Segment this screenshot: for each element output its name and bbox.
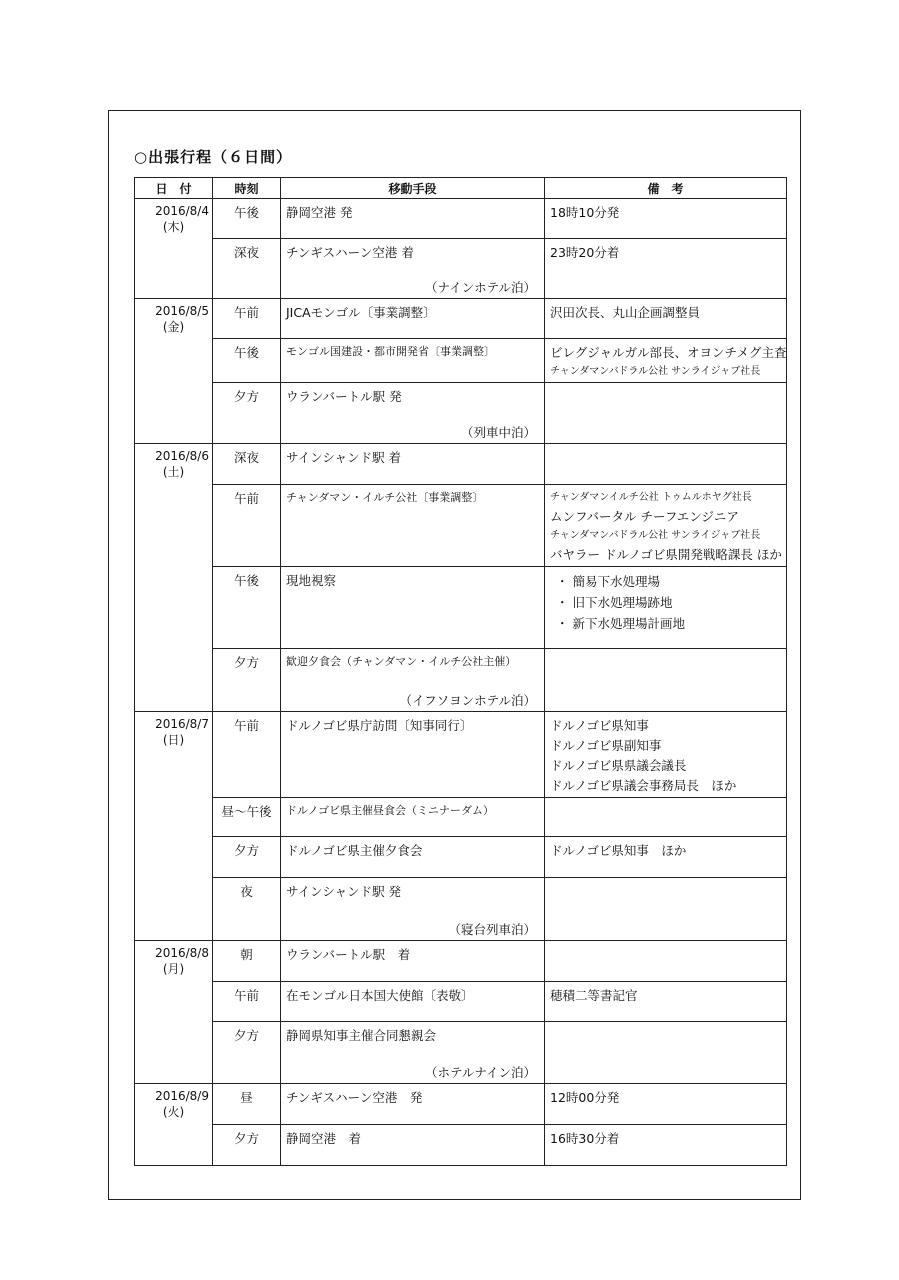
note-line: 16時30分着	[550, 1131, 620, 1147]
note-line: 穂積二等書記官	[550, 987, 638, 1003]
move-text: サインシャンド駅 着	[286, 450, 402, 466]
note-cell	[545, 199, 787, 239]
time-cell: 夕方	[213, 648, 281, 711]
lodging-text: （列車中泊）	[460, 425, 536, 441]
date-cell	[135, 444, 213, 712]
note-cell	[545, 711, 787, 798]
note-line: チャンダマンイルチ公社 トゥムルホヤグ社長	[550, 491, 752, 503]
note-line: チャンダマンバドラル公社 サンライジャブ社長	[550, 529, 761, 541]
note-cell	[545, 648, 787, 711]
weekday-value: (土)	[162, 465, 185, 480]
date-cell	[135, 199, 213, 299]
date-cell	[135, 298, 213, 444]
note-line: ムンフバータル チーフエンジニア	[550, 508, 739, 524]
time-cell: 昼	[213, 1084, 281, 1125]
note-line: 23時20分着	[550, 244, 620, 260]
note-cell	[545, 444, 787, 485]
time-cell: 午後	[213, 199, 281, 239]
time-cell: 午前	[213, 298, 281, 339]
move-cell	[281, 383, 545, 444]
move-text: 静岡空港 着	[286, 1131, 362, 1147]
table-row	[135, 1022, 787, 1084]
move-cell	[281, 339, 545, 383]
date-cell	[135, 711, 213, 940]
header-date: 日 付	[135, 178, 213, 199]
move-cell	[281, 444, 545, 485]
time-cell: 午前	[213, 711, 281, 798]
note-cell	[545, 877, 787, 940]
move-text: ドルノゴビ県主催昼食会（ミニナーダム）	[286, 804, 495, 818]
time-cell: 昼〜午後	[213, 798, 281, 837]
note-line: 沢田次長、丸山企画調整員	[550, 304, 701, 320]
table-row	[135, 444, 787, 485]
move-cell	[281, 798, 545, 837]
move-cell	[281, 298, 545, 339]
note-line: ・ 簡易下水処理場	[556, 574, 660, 590]
table-row	[135, 940, 787, 981]
note-line: ドルノゴビ県知事	[550, 717, 649, 733]
time-cell: 午後	[213, 567, 281, 648]
time-cell: 夜	[213, 877, 281, 940]
table-row	[135, 339, 787, 383]
itinerary-table	[134, 177, 787, 1166]
table-row	[135, 877, 787, 940]
note-line: ドルノゴビ県県議会議長	[550, 757, 687, 773]
table-row	[135, 1125, 787, 1166]
table-row	[135, 648, 787, 711]
time-cell: 深夜	[213, 238, 281, 298]
note-cell	[545, 1125, 787, 1166]
note-line: バヤラー ドルノゴビ県開発戦略課長 ほか	[550, 546, 782, 562]
move-text: モンゴル国建設・都市開発省〔事業調整〕	[286, 345, 495, 359]
time-cell: 朝	[213, 940, 281, 981]
lodging-text: （ホテルナイン泊）	[424, 1065, 536, 1081]
date-value: 2016/8/5	[155, 303, 209, 318]
move-cell	[281, 567, 545, 648]
table-row	[135, 567, 787, 648]
move-text: ドルノゴビ県庁訪問〔知事同行〕	[286, 717, 473, 733]
note-line: チャンダマンバドラル公社 サンライジャブ社長	[550, 366, 761, 378]
move-text: ウランバートル駅 発	[286, 389, 402, 405]
move-text: JICAモンゴル〔事業調整〕	[286, 304, 436, 320]
weekday-value: (日)	[162, 732, 185, 747]
move-cell	[281, 711, 545, 798]
weekday-value: (月)	[162, 961, 185, 976]
table-row	[135, 837, 787, 878]
table-header-row	[135, 178, 787, 199]
date-value: 2016/8/8	[155, 945, 209, 960]
table-row	[135, 981, 787, 1022]
weekday-value: (金)	[162, 319, 185, 334]
move-cell	[281, 648, 545, 711]
note-cell	[545, 1022, 787, 1084]
table-row	[135, 199, 787, 239]
note-line: ・ 旧下水処理場跡地	[556, 595, 673, 611]
note-line: ドルノゴビ県知事 ほか	[550, 843, 687, 859]
note-cell	[545, 383, 787, 444]
header-move: 移動手段	[281, 178, 545, 199]
move-text: チンギスハーン空港 着	[286, 244, 414, 260]
move-text: 静岡空港 発	[286, 205, 353, 220]
move-cell	[281, 238, 545, 298]
move-cell	[281, 877, 545, 940]
date-cell	[135, 940, 213, 1083]
note-cell	[545, 981, 787, 1022]
table-row	[135, 383, 787, 444]
note-line: ドルノゴビ県議会事務局長 ほか	[550, 777, 737, 793]
header-time: 時刻	[213, 178, 281, 199]
move-text: ウランバートル駅 着	[286, 946, 411, 962]
move-cell	[281, 199, 545, 239]
table-row	[135, 484, 787, 566]
move-text: チンギスハーン空港 発	[286, 1090, 423, 1106]
table-row	[135, 1084, 787, 1125]
note-cell	[545, 1084, 787, 1125]
move-cell	[281, 1022, 545, 1084]
note-cell	[545, 298, 787, 339]
note-cell	[545, 837, 787, 878]
move-text: 在モンゴル日本国大使館〔表敬〕	[286, 987, 474, 1003]
time-cell: 午前	[213, 484, 281, 566]
lodging-text: （寝台列車泊）	[448, 921, 536, 937]
page-title: ○出張行程（６日間）	[134, 148, 293, 166]
table-row	[135, 298, 787, 339]
note-cell	[545, 238, 787, 298]
move-text: 歓迎夕食会（チャンダマン・イルチ公社主催）	[286, 654, 517, 668]
time-cell: 夕方	[213, 837, 281, 878]
time-cell: 午後	[213, 339, 281, 383]
date-value: 2016/8/4	[155, 204, 209, 218]
lodging-text: （イフソヨンホテル泊）	[399, 692, 536, 708]
table-row	[135, 798, 787, 837]
lodging-text: （ナインホテル泊）	[424, 279, 536, 295]
time-cell: 夕方	[213, 1125, 281, 1166]
move-text: 静岡県知事主催合同懇親会	[286, 1028, 437, 1044]
time-cell: 深夜	[213, 444, 281, 485]
move-text: ドルノゴビ県主催夕食会	[286, 843, 423, 859]
move-cell	[281, 1125, 545, 1166]
note-line: ドルノゴビ県副知事	[550, 737, 662, 753]
move-cell	[281, 484, 545, 566]
time-cell: 夕方	[213, 1022, 281, 1084]
time-cell: 午前	[213, 981, 281, 1022]
note-line: 12時00分発	[550, 1090, 620, 1106]
move-text: チャンダマン・イルチ公社〔事業調整〕	[286, 490, 484, 504]
move-text: 現地視察	[286, 573, 337, 589]
date-value: 2016/8/9	[155, 1089, 209, 1104]
move-cell	[281, 981, 545, 1022]
table-row	[135, 711, 787, 798]
date-cell	[135, 1084, 213, 1166]
weekday-value: (火)	[162, 1105, 185, 1120]
move-text: サインシャンド駅 発	[286, 883, 402, 899]
date-value: 2016/8/7	[155, 716, 209, 731]
note-cell	[545, 339, 787, 383]
note-line: ビレグジャルガル部長、オヨンチメグ主査	[550, 345, 787, 361]
note-cell	[545, 940, 787, 981]
date-value: 2016/8/6	[155, 449, 209, 464]
move-cell	[281, 940, 545, 981]
time-cell: 夕方	[213, 383, 281, 444]
header-note: 備 考	[545, 178, 787, 199]
note-line: 18時10分発	[550, 205, 620, 220]
move-cell	[281, 1084, 545, 1125]
note-cell	[545, 798, 787, 837]
note-cell	[545, 484, 787, 566]
note-cell	[545, 567, 787, 648]
weekday-value: (木)	[162, 220, 185, 234]
note-line: ・ 新下水処理場計画地	[556, 616, 685, 632]
table-row	[135, 238, 787, 298]
move-cell	[281, 837, 545, 878]
